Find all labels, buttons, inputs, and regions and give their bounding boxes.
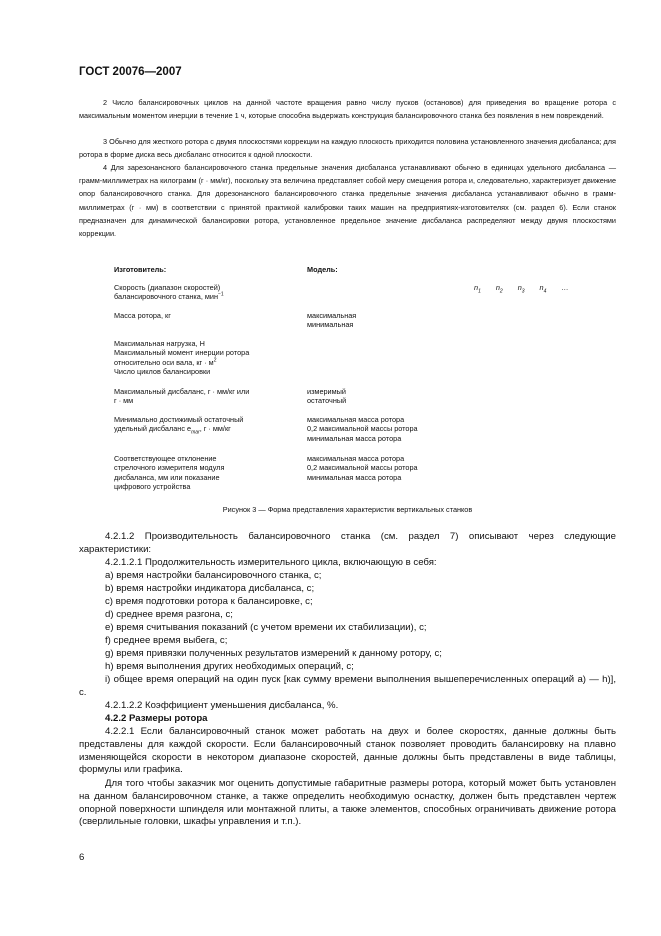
n3-label: $n_3$ (517, 283, 525, 295)
min-residual-values: максимальная масса ротора 0,2 максимальной массы ротора минимальная масса ротора (307, 415, 418, 443)
mass-label: Масса ротора, кг (114, 311, 171, 320)
list-item: i) общее время операций на один пуск [как сумму времени выполнения вышеперечисленных операций a) — h)], с. (79, 674, 616, 698)
list-item: h) время выполнения других необходимых операций, с; (105, 661, 354, 672)
note-3: 3 Обычно для жесткого ротора с двумя плоскостями коррекции на каждую плоскость приходится половина установленного значения дисбаланса; для ротора в форме диска весь дисбаланс относится к одной плоскости. (79, 137, 616, 160)
manufacturer-label: Изготовитель: (114, 265, 167, 274)
section-heading-422: 4.2.2 Размеры ротора (105, 713, 208, 724)
paragraph-42122: 4.2.1.2.2 Коэффициент уменьшения дисбаланса, %. (105, 700, 339, 711)
max-unbalance-label: Максимальный дисбаланс, г · мм/кг или г · мм (114, 387, 250, 406)
list-item: f) среднее время выбега, с; (105, 635, 228, 646)
max-unbalance-values: измеримый остаточный (307, 387, 347, 406)
document-header: ГОСТ 20076—2007 (79, 66, 182, 78)
list-item: a) время настройки балансировочного станка, с; (105, 570, 322, 581)
list-item: e) время считывания показаний (с учетом времени их стабилизации), с; (105, 622, 427, 633)
deviation-values: максимальная масса ротора 0,2 максимальной массы ротора минимальная масса ротора (307, 454, 418, 482)
mass-values: максимальная минимальная (307, 311, 357, 330)
page-number: 6 (79, 852, 85, 863)
n2-label: $n_2$ (495, 283, 503, 295)
n1-label: $n_1$ (474, 283, 481, 295)
n4-label: $n_4$ (539, 283, 547, 295)
ellipsis-label: … (561, 283, 569, 292)
paragraph-4221: 4.2.2.1 Если балансировочный станок может работать на двух и более скоростях, данные должны быть представлены для каждой скорости. Если балансировочный станок позволяет проводить балансировку на плавно изменяющейся скорости в некотором диапазоне скоростей, данные должны быть представлены в виде таблицы, формулы или графика. (79, 726, 616, 776)
speed-n-labels (474, 283, 569, 295)
note-2: 2 Число балансировочных циклов на данной частоте вращения равно числу пусков (остановов) для приведения во вращение ротора с максимальным моментом инерции в течение 1 ч, которые способна выдержать конструкция балансировочного станка без появления в нем повреждений. (79, 98, 616, 121)
load-inertia-labels: Максимальная нагрузка, Н Максимальный момент инерции ротора относительно оси вала, кг · $м^2$ Число циклов балансировки (114, 339, 250, 377)
list-item: d) среднее время разгона, с; (105, 609, 233, 620)
list-item: c) время подготовки ротора к балансировке, с; (105, 596, 313, 607)
deviation-label: Соответствующее отклонение стрелочного измерителя модуля дисбаланса, мм или показание цифрового устройства (114, 454, 225, 492)
paragraph-4212: 4.2.1.2 Производительность балансировочного станка (см. раздел 7) описывают через следующие характеристики: (79, 531, 616, 555)
speed-label: Скорость (диапазон скоростей) балансировочного станка, мин$^{-1}$ (114, 283, 224, 302)
min-residual-label: Минимально достижимый остаточный удельный дисбаланс $e_{mar}$, г · мм/кг (114, 415, 244, 436)
figure-caption: Рисунок 3 — Форма представления характеристик вертикальных станков (222, 505, 473, 514)
model-label: Модель: (307, 265, 338, 274)
paragraph-customer: Для того чтобы заказчик мог оценить допустимые габаритные размеры ротора, который может быть установлен на данном балансировочном станке, а также определить необходимую оснастку, должен быть представлен чертеж опорной поверхности шпинделя или монтажной плиты, а также элементов, способных ограничивать движение ротора (сверлильные головки, шкафы управления и т.п.). (79, 778, 616, 828)
list-item: g) время привязки полученных результатов измерений к данному ротору, с; (105, 648, 442, 659)
list-item: b) время настройки индикатора дисбаланса, с; (105, 583, 315, 594)
note-4: 4 Для зарезонансного балансировочного станка предельные значения дисбаланса устанавливают обычно в единицах удельного дисбаланса — грамм-миллиметрах на килограмм (г · мм/кг), поскольку эта величина представляет собой меру смещения ротора и, следовательно, характеризует движение опор балансировочного станка. Для дорезонансного балансировочного станка предельные значения дисбаланса устанавливают обычно в грамм-миллиметрах (г · мм) в соответствии с принятой практикой калибровки таких машин на предприятиях-изготовителях (см. раздел 6). Если станок предназначен для динамической балансировки ротора, установленное предельное значение дисбаланса распределяют между двумя плоскостями коррекции. (79, 163, 616, 239)
paragraph-42121: 4.2.1.2.1 Продолжительность измерительного цикла, включающую в себя: (105, 557, 437, 568)
